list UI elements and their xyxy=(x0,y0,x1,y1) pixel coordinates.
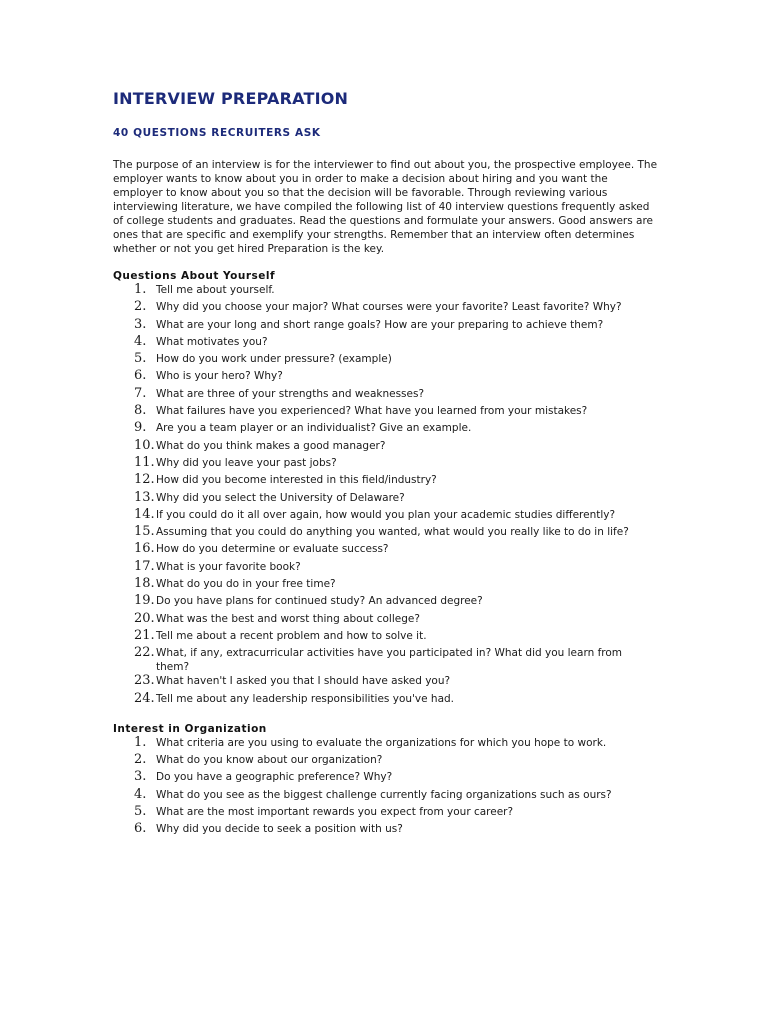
question-text: How do you work under pressure? (example) xyxy=(156,353,392,366)
question-text: What haven't I asked you that I should have asked you? xyxy=(156,675,451,688)
question-text: If you could do it all over again, how would you plan your academic studies differently? xyxy=(156,508,616,521)
question-item xyxy=(113,612,658,629)
question-number: 11. xyxy=(134,454,155,470)
question-number: 6. xyxy=(134,821,147,837)
question-item xyxy=(113,736,658,753)
question-number: 4. xyxy=(134,786,147,802)
question-number: 21. xyxy=(134,627,155,643)
intro-paragraph: The purpose of an interview is for the interviewer to find out about you, the prospective employee. The employer wants to know about you in order to make a decision about hiring and you want the employer to know about you so that the decision will be favorable. Through reviewing various interviewing literature, we have compiled the following list of 40 interview questions frequently asked of college students and graduates. Read the questions and formulate your answers. Good answers are ones that are specific and exemplify your strengths. Remember that an interview often determines whether or not you get hired Preparation is the key. xyxy=(113,159,658,255)
question-item xyxy=(113,646,658,674)
question-number: 19. xyxy=(134,593,155,609)
question-text: What do you do in your free time? xyxy=(156,578,336,591)
question-item xyxy=(113,594,658,611)
question-item xyxy=(113,525,658,542)
question-item xyxy=(113,421,658,438)
question-text: Tell me about a recent problem and how to solve it. xyxy=(156,629,427,642)
question-number: 7. xyxy=(134,385,147,401)
question-text: How did you become interested in this field/industry? xyxy=(156,474,437,487)
question-text: What do you see as the biggest challenge currently facing organizations such as ours? xyxy=(156,788,612,801)
question-number: 4. xyxy=(134,333,147,349)
document-title: INTERVIEW PREPARATION xyxy=(113,89,349,108)
question-item xyxy=(113,542,658,559)
question-text: What was the best and worst thing about college? xyxy=(156,612,420,625)
question-item xyxy=(113,629,658,646)
question-number: 20. xyxy=(134,610,155,626)
question-number: 6. xyxy=(134,368,147,384)
question-text: What do you know about our organization? xyxy=(156,754,383,767)
question-text: Who is your hero? Why? xyxy=(156,370,283,383)
question-number: 3. xyxy=(134,769,147,785)
question-item xyxy=(113,283,658,300)
interest-in-organization-list xyxy=(113,736,658,840)
question-item xyxy=(113,770,658,787)
document-subtitle: 40 QUESTIONS RECRUITERS ASK xyxy=(113,127,321,139)
question-item xyxy=(113,508,658,525)
question-number: 22. xyxy=(134,645,155,661)
question-item xyxy=(113,335,658,352)
question-number: 24. xyxy=(134,690,155,706)
question-item xyxy=(113,369,658,386)
question-number: 17. xyxy=(134,558,155,574)
question-item xyxy=(113,318,658,335)
question-number: 18. xyxy=(134,576,155,592)
question-text: Assuming that you could do anything you wanted, what would you really like to do in life? xyxy=(156,526,629,539)
question-number: 12. xyxy=(134,472,155,488)
question-number: 3. xyxy=(134,316,147,332)
question-text: Why did you choose your major? What courses were your favorite? Least favorite? Why? xyxy=(156,301,622,314)
question-item xyxy=(113,560,658,577)
question-text: What is your favorite book? xyxy=(156,560,301,573)
question-text: Do you have plans for continued study? An advanced degree? xyxy=(156,595,483,608)
question-item xyxy=(113,404,658,421)
question-text: What are three of your strengths and weaknesses? xyxy=(156,387,425,400)
question-text: What do you think makes a good manager? xyxy=(156,439,386,452)
question-text: Why did you decide to seek a position with us? xyxy=(156,823,403,836)
question-text: Tell me about yourself. xyxy=(156,284,275,296)
question-item xyxy=(113,456,658,473)
question-item xyxy=(113,822,658,839)
question-number: 16. xyxy=(134,541,155,557)
question-item xyxy=(113,753,658,770)
question-number: 2. xyxy=(134,752,147,768)
question-number: 9. xyxy=(134,420,147,436)
section-heading-questions-about-yourself: Questions About Yourself xyxy=(113,270,276,282)
question-number: 13. xyxy=(134,489,155,505)
question-number: 15. xyxy=(134,524,155,540)
question-text: Tell me about any leadership responsibilities you've had. xyxy=(156,692,455,705)
question-number: 23. xyxy=(134,673,155,689)
question-item xyxy=(113,788,658,805)
section-heading-interest-in-organization: Interest in Organization xyxy=(113,722,267,735)
question-number: 2. xyxy=(134,299,147,315)
question-item xyxy=(113,692,658,709)
question-item xyxy=(113,300,658,317)
question-item xyxy=(113,577,658,594)
question-number: 1. xyxy=(134,734,147,750)
question-text: Do you have a geographic preference? Why? xyxy=(156,771,393,784)
document-page xyxy=(113,88,658,840)
question-item xyxy=(113,674,658,691)
question-number: 10. xyxy=(134,437,155,453)
question-number: 14. xyxy=(134,506,155,522)
question-item xyxy=(113,352,658,369)
question-text: What are your long and short range goals? How are your preparing to achieve them? xyxy=(156,318,604,331)
question-item xyxy=(113,473,658,490)
question-text: What failures have you experienced? What have you learned from your mistakes? xyxy=(156,405,588,418)
question-text: What motivates you? xyxy=(156,335,268,348)
question-text: Are you a team player or an individualist? Give an example. xyxy=(156,422,472,435)
question-text: Why did you leave your past jobs? xyxy=(156,456,337,469)
questions-about-yourself-list xyxy=(113,283,658,709)
question-item xyxy=(113,805,658,822)
question-text: Why did you select the University of Delaware? xyxy=(156,491,405,504)
question-number: 5. xyxy=(134,804,147,820)
question-text: What criteria are you using to evaluate the organizations for which you hope to work. xyxy=(156,736,607,749)
question-number: 8. xyxy=(134,403,147,419)
question-text: What, if any, extracurricular activities have you participated in? What did you learn from them? xyxy=(156,647,622,674)
question-number: 1. xyxy=(134,282,147,297)
question-item xyxy=(113,491,658,508)
question-item xyxy=(113,387,658,404)
question-text: What are the most important rewards you expect from your career? xyxy=(156,806,514,819)
question-text: How do you determine or evaluate success? xyxy=(156,543,389,556)
question-number: 5. xyxy=(134,351,147,367)
question-item xyxy=(113,439,658,456)
